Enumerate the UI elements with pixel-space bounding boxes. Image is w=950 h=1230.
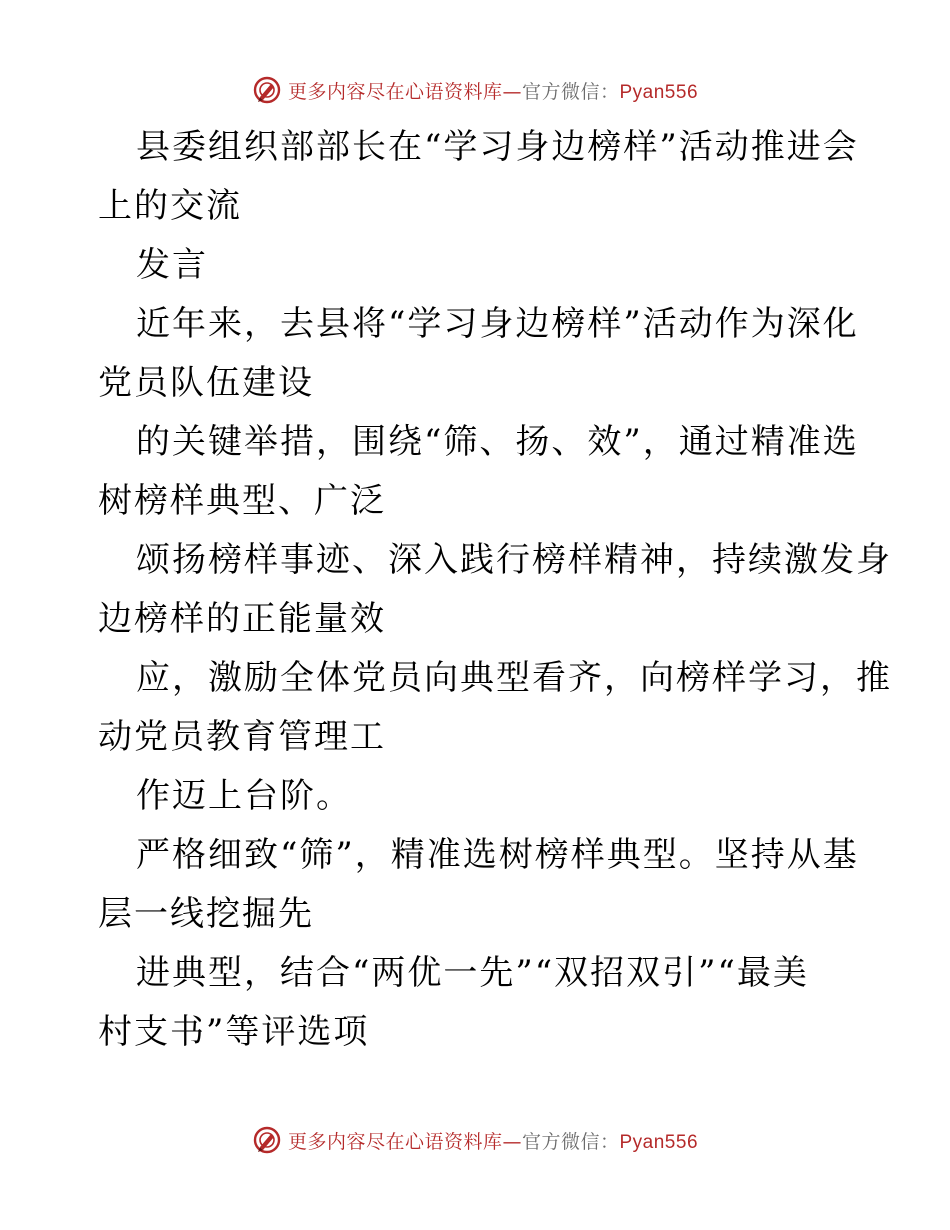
paragraph-line: 动党员教育管理工 xyxy=(98,717,386,757)
title-line-2: 上的交流 xyxy=(98,186,242,226)
pen-logo-icon xyxy=(252,1125,282,1155)
paragraph-line: 村支书”等评选项 xyxy=(98,1012,370,1052)
pen-logo-icon xyxy=(252,75,282,105)
header-banner xyxy=(0,70,950,110)
paragraph-line: 树榜样典型、广泛 xyxy=(98,481,386,521)
footer-banner-text xyxy=(288,1127,698,1154)
paragraph-line: 边榜样的正能量效 xyxy=(98,599,386,639)
header-banner-main: 更多内容尽在心语资料库 xyxy=(287,80,503,103)
paragraph-line: 的关键举措，围绕“筛、扬、效”，通过精准选 xyxy=(136,422,859,462)
footer-banner xyxy=(0,1120,950,1160)
paragraph-line: 应，激励全体党员向典型看齐，向榜样学习，推 xyxy=(136,658,892,698)
footer-banner-main: 更多内容尽在心语资料库 xyxy=(287,1130,503,1153)
title-line-3: 发言 xyxy=(136,245,208,285)
header-banner-text xyxy=(288,77,698,104)
paragraph-line: 严格细致“筛”，精准选树榜样典型。坚持从基 xyxy=(136,835,859,875)
footer-banner-dash: — xyxy=(502,1130,522,1153)
footer-banner-official: 官方微信： xyxy=(521,1130,620,1153)
paragraph-line: 层一线挖掘先 xyxy=(98,894,314,934)
footer-banner-id: Pyan556 xyxy=(619,1131,699,1153)
paragraph-line: 进典型，结合“两优一先”“双招双引”“最美 xyxy=(136,953,809,993)
header-banner-official: 官方微信： xyxy=(521,80,620,103)
paragraph-line: 颂扬榜样事迹、深入践行榜样精神，持续激发身 xyxy=(136,540,892,580)
paragraph-line: 作迈上台阶。 xyxy=(136,776,352,816)
header-banner-dash: — xyxy=(502,80,522,103)
header-banner-id: Pyan556 xyxy=(619,81,699,103)
document-body xyxy=(98,118,892,1062)
paragraph-line: 近年来，去县将“学习身边榜样”活动作为深化 xyxy=(136,304,859,344)
paragraph-line: 党员队伍建设 xyxy=(98,363,314,403)
title-line-1: 县委组织部部长在“学习身边榜样”活动推进会 xyxy=(136,127,859,167)
